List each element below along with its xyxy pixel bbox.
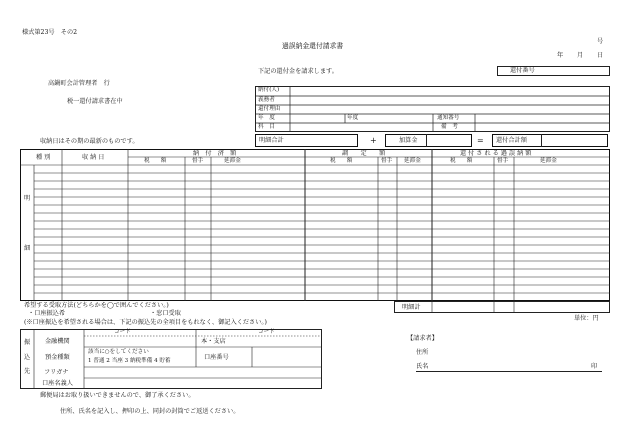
footer-note-1: 郵便局はお取り扱いできませんので、御了承ください。 [40, 392, 195, 399]
info-row-payer: 納付(人) [258, 87, 280, 93]
receipt-option-window[interactable]: ・窓口受取 [150, 310, 181, 317]
side-label-detail-2: 細 [24, 245, 31, 252]
date-year: 年 [557, 52, 564, 59]
branch-label: 本・支店 [201, 338, 226, 345]
detail-total-label: 明細合計 [259, 137, 284, 144]
plus-sign: + [370, 136, 377, 145]
assessed-fee: 督手 [381, 158, 393, 164]
date-month: 月 [577, 52, 584, 59]
assessed-tax: 税 額 [330, 158, 353, 164]
transfer-side-2: 込 [24, 354, 31, 361]
addressee: 高鍋町会計管理者 行 [48, 80, 110, 87]
transfer-side-1: 振 [24, 339, 31, 346]
info-remarks: 備 考 [441, 124, 458, 130]
transfer-side-3: 先 [24, 368, 31, 375]
info-row-subject: 科 目 [258, 124, 275, 130]
paid-tax: 税 額 [144, 158, 167, 164]
requester-name: 氏名 [416, 363, 429, 370]
info-year-2: 年度 [347, 115, 359, 121]
seal-mark: 印 [591, 363, 598, 370]
receipt-option-transfer[interactable]: ・口座振込希 [28, 310, 66, 317]
deposit-instruction: 該当に○をしてください [88, 349, 149, 355]
refund-tax: 税 額 [450, 158, 473, 164]
receipt-heading: 希望する受取方法(どちらかを◯で囲んでください。) [24, 302, 169, 309]
col-kind: 種 別 [36, 154, 51, 161]
account-holder-label: 口座名義人 [42, 380, 73, 387]
receipt-note: (※口座振込を希望される場合は、下記の振込先の全項目をもれなく、御記入ください。) [24, 319, 267, 326]
deposit-options[interactable]: 1 普通 2 当座 3 納税準備 4 貯蓄 [88, 358, 171, 364]
unit-label: 単位：円 [574, 315, 599, 322]
furigana-label: フリガナ [44, 369, 69, 376]
group-assessed: 調 定 額 [342, 150, 386, 157]
detail-sum-label: 明細計 [402, 304, 421, 311]
taxpayer-location: 税一還付請求書在中 [67, 98, 123, 105]
deposit-type-label: 預金種類 [45, 354, 70, 361]
form-number: 様式第23号 その2 [22, 29, 78, 36]
footer-note-2: 住所、氏名を記入し、押印の上、同封の封筒でご返送ください。 [60, 408, 240, 415]
info-row-reason: 還付理由 [258, 106, 281, 112]
side-label-detail-1: 明 [24, 195, 31, 202]
bank-label: 金融機関 [45, 338, 70, 345]
col-receipt-date: 収 納 日 [82, 154, 105, 161]
paid-fee: 督手 [192, 158, 204, 164]
refund-number-label: 還付番号 [510, 67, 535, 74]
info-notice-number: 通知番号 [437, 115, 460, 121]
requester-heading: 【請求者】 [407, 335, 438, 342]
date-day: 日 [597, 52, 604, 59]
group-refund: 還 付 さ れ る 過 誤 納 額 [460, 150, 532, 157]
request-line: 下記の還付金を請求します。 [258, 68, 338, 75]
group-paid: 納 付 済 額 [193, 150, 237, 157]
paid-delay: 延滞金 [224, 158, 241, 164]
account-number-label: 口座番号 [204, 354, 229, 361]
assessed-delay: 延滞金 [404, 158, 421, 164]
equals-sign: = [477, 136, 484, 145]
info-row-year: 年 度 [258, 115, 275, 121]
branch-code-label: コード [258, 329, 275, 335]
bank-code-label: コード [114, 329, 131, 335]
refund-fee: 督手 [497, 158, 509, 164]
info-row-obligor: 義務者 [258, 97, 275, 103]
refund-delay: 延滞金 [540, 158, 557, 164]
page-title: 過誤納金還付請求書 [282, 42, 344, 50]
requester-address: 住所 [416, 349, 429, 356]
latest-note: 収納日はその期の最新のものです。 [40, 138, 139, 145]
number-suffix: 号 [597, 38, 604, 45]
refund-total-label: 還付合計額 [496, 137, 527, 144]
addition-label: 加算金 [399, 137, 418, 144]
requester-name-line [416, 371, 602, 372]
